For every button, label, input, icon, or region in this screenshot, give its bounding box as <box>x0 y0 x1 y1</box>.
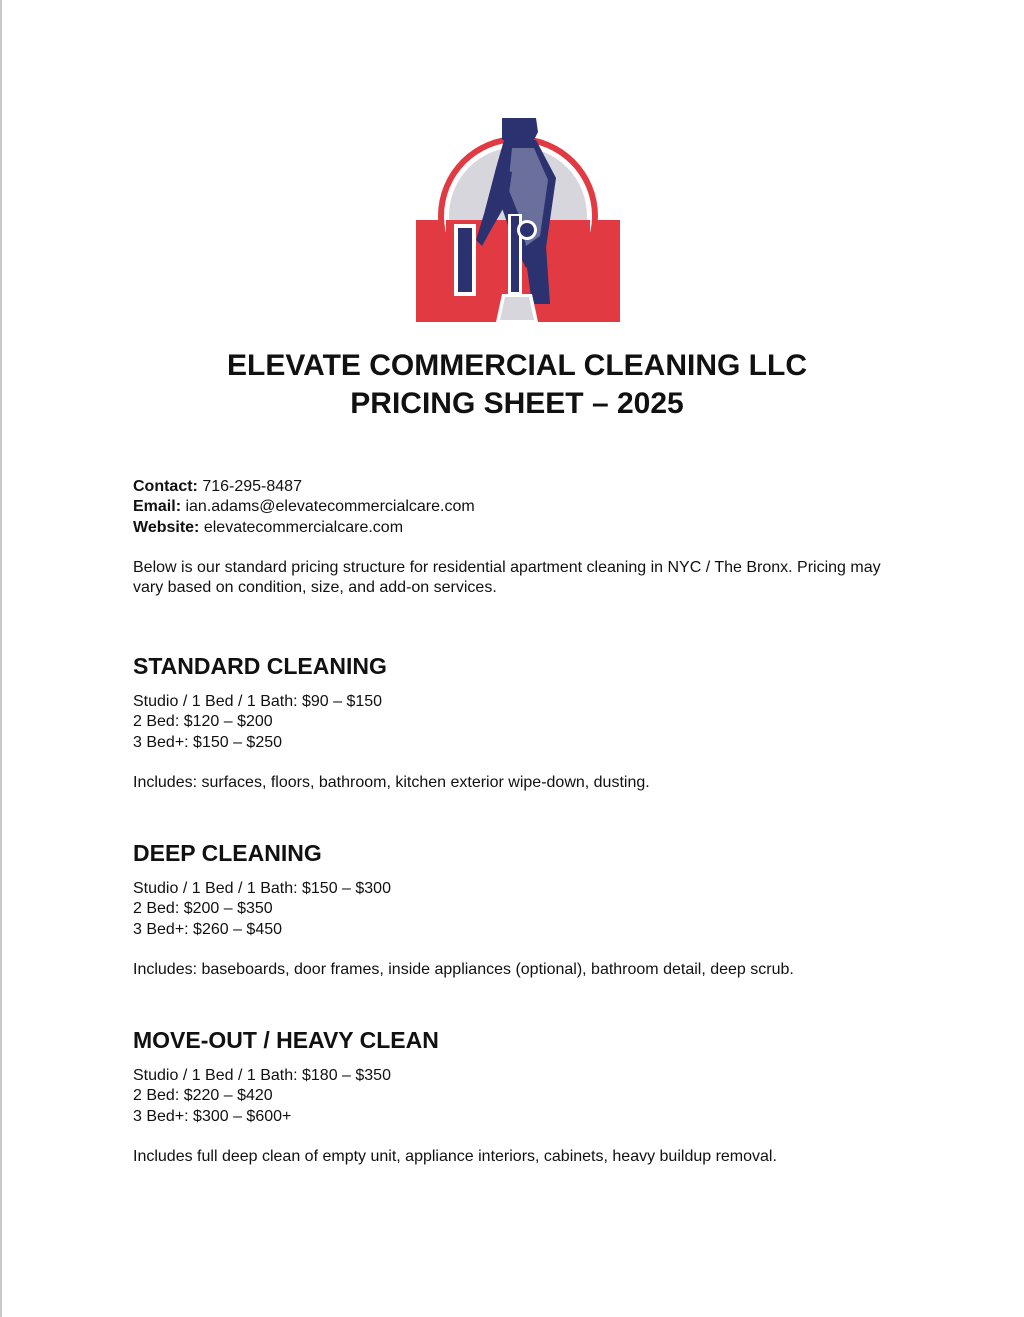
move-out-heavy-clean-price-list <box>133 1066 391 1127</box>
move-out-heavy-clean-includes: Includes full deep clean of empty unit, appliance interiors, cabinets, heavy buildup removal. <box>133 1148 777 1165</box>
deep-cleaning-price-list <box>133 879 391 940</box>
price-item: Studio / 1 Bed / 1 Bath: $90 – $150 <box>133 693 383 710</box>
company-logo <box>416 118 620 322</box>
company-name-title: ELEVATE COMMERCIAL CLEANING LLC <box>227 349 807 382</box>
cleaner-with-extractor-logo-icon <box>416 118 620 322</box>
contact-info <box>133 477 913 538</box>
price-item: 3 Bed+: $150 – $250 <box>133 733 283 751</box>
intro-paragraph: Below is our standard pricing structure for residential apartment cleaning in NYC / The Bronx. Pricing may vary based on condition, size, and add-on services. <box>133 559 881 597</box>
contact-website-label: Website: <box>133 518 200 536</box>
contact-website-row <box>133 518 913 538</box>
standard-cleaning-heading: STANDARD CLEANING <box>133 653 387 679</box>
pricing-sheet-subtitle: PRICING SHEET – 2025 <box>350 387 684 420</box>
price-item: 3 Bed+: $300 – $600+ <box>133 1107 292 1125</box>
contact-phone-label: Contact: <box>133 478 198 495</box>
price-item: 2 Bed: $220 – $420 <box>133 1087 273 1105</box>
deep-cleaning-includes: Includes: baseboards, door frames, inside appliances (optional), bathroom detail, deep scrub. <box>133 961 794 978</box>
standard-cleaning-includes: Includes: surfaces, floors, bathroom, kitchen exterior wipe-down, dusting. <box>133 774 650 791</box>
contact-email-row <box>133 497 913 517</box>
contact-website-value: elevatecommercialcare.com <box>199 518 404 536</box>
contact-phone-value: 716-295-8487 <box>197 478 302 495</box>
standard-cleaning-price-list <box>133 692 382 753</box>
contact-email-value: ian.adams@elevatecommercialcare.com <box>181 498 475 516</box>
price-item: 2 Bed: $200 – $350 <box>133 900 273 918</box>
contact-email-label: Email: <box>133 498 182 516</box>
price-item: Studio / 1 Bed / 1 Bath: $150 – $300 <box>133 880 391 897</box>
price-item: 3 Bed+: $260 – $450 <box>133 920 283 938</box>
page-edge <box>0 0 2 1317</box>
move-out-heavy-clean-heading: MOVE-OUT / HEAVY CLEAN <box>133 1027 439 1053</box>
contact-phone-row <box>133 477 913 497</box>
deep-cleaning-heading: DEEP CLEANING <box>133 840 322 866</box>
price-item: Studio / 1 Bed / 1 Bath: $180 – $350 <box>133 1067 391 1084</box>
price-item: 2 Bed: $120 – $200 <box>133 713 273 731</box>
